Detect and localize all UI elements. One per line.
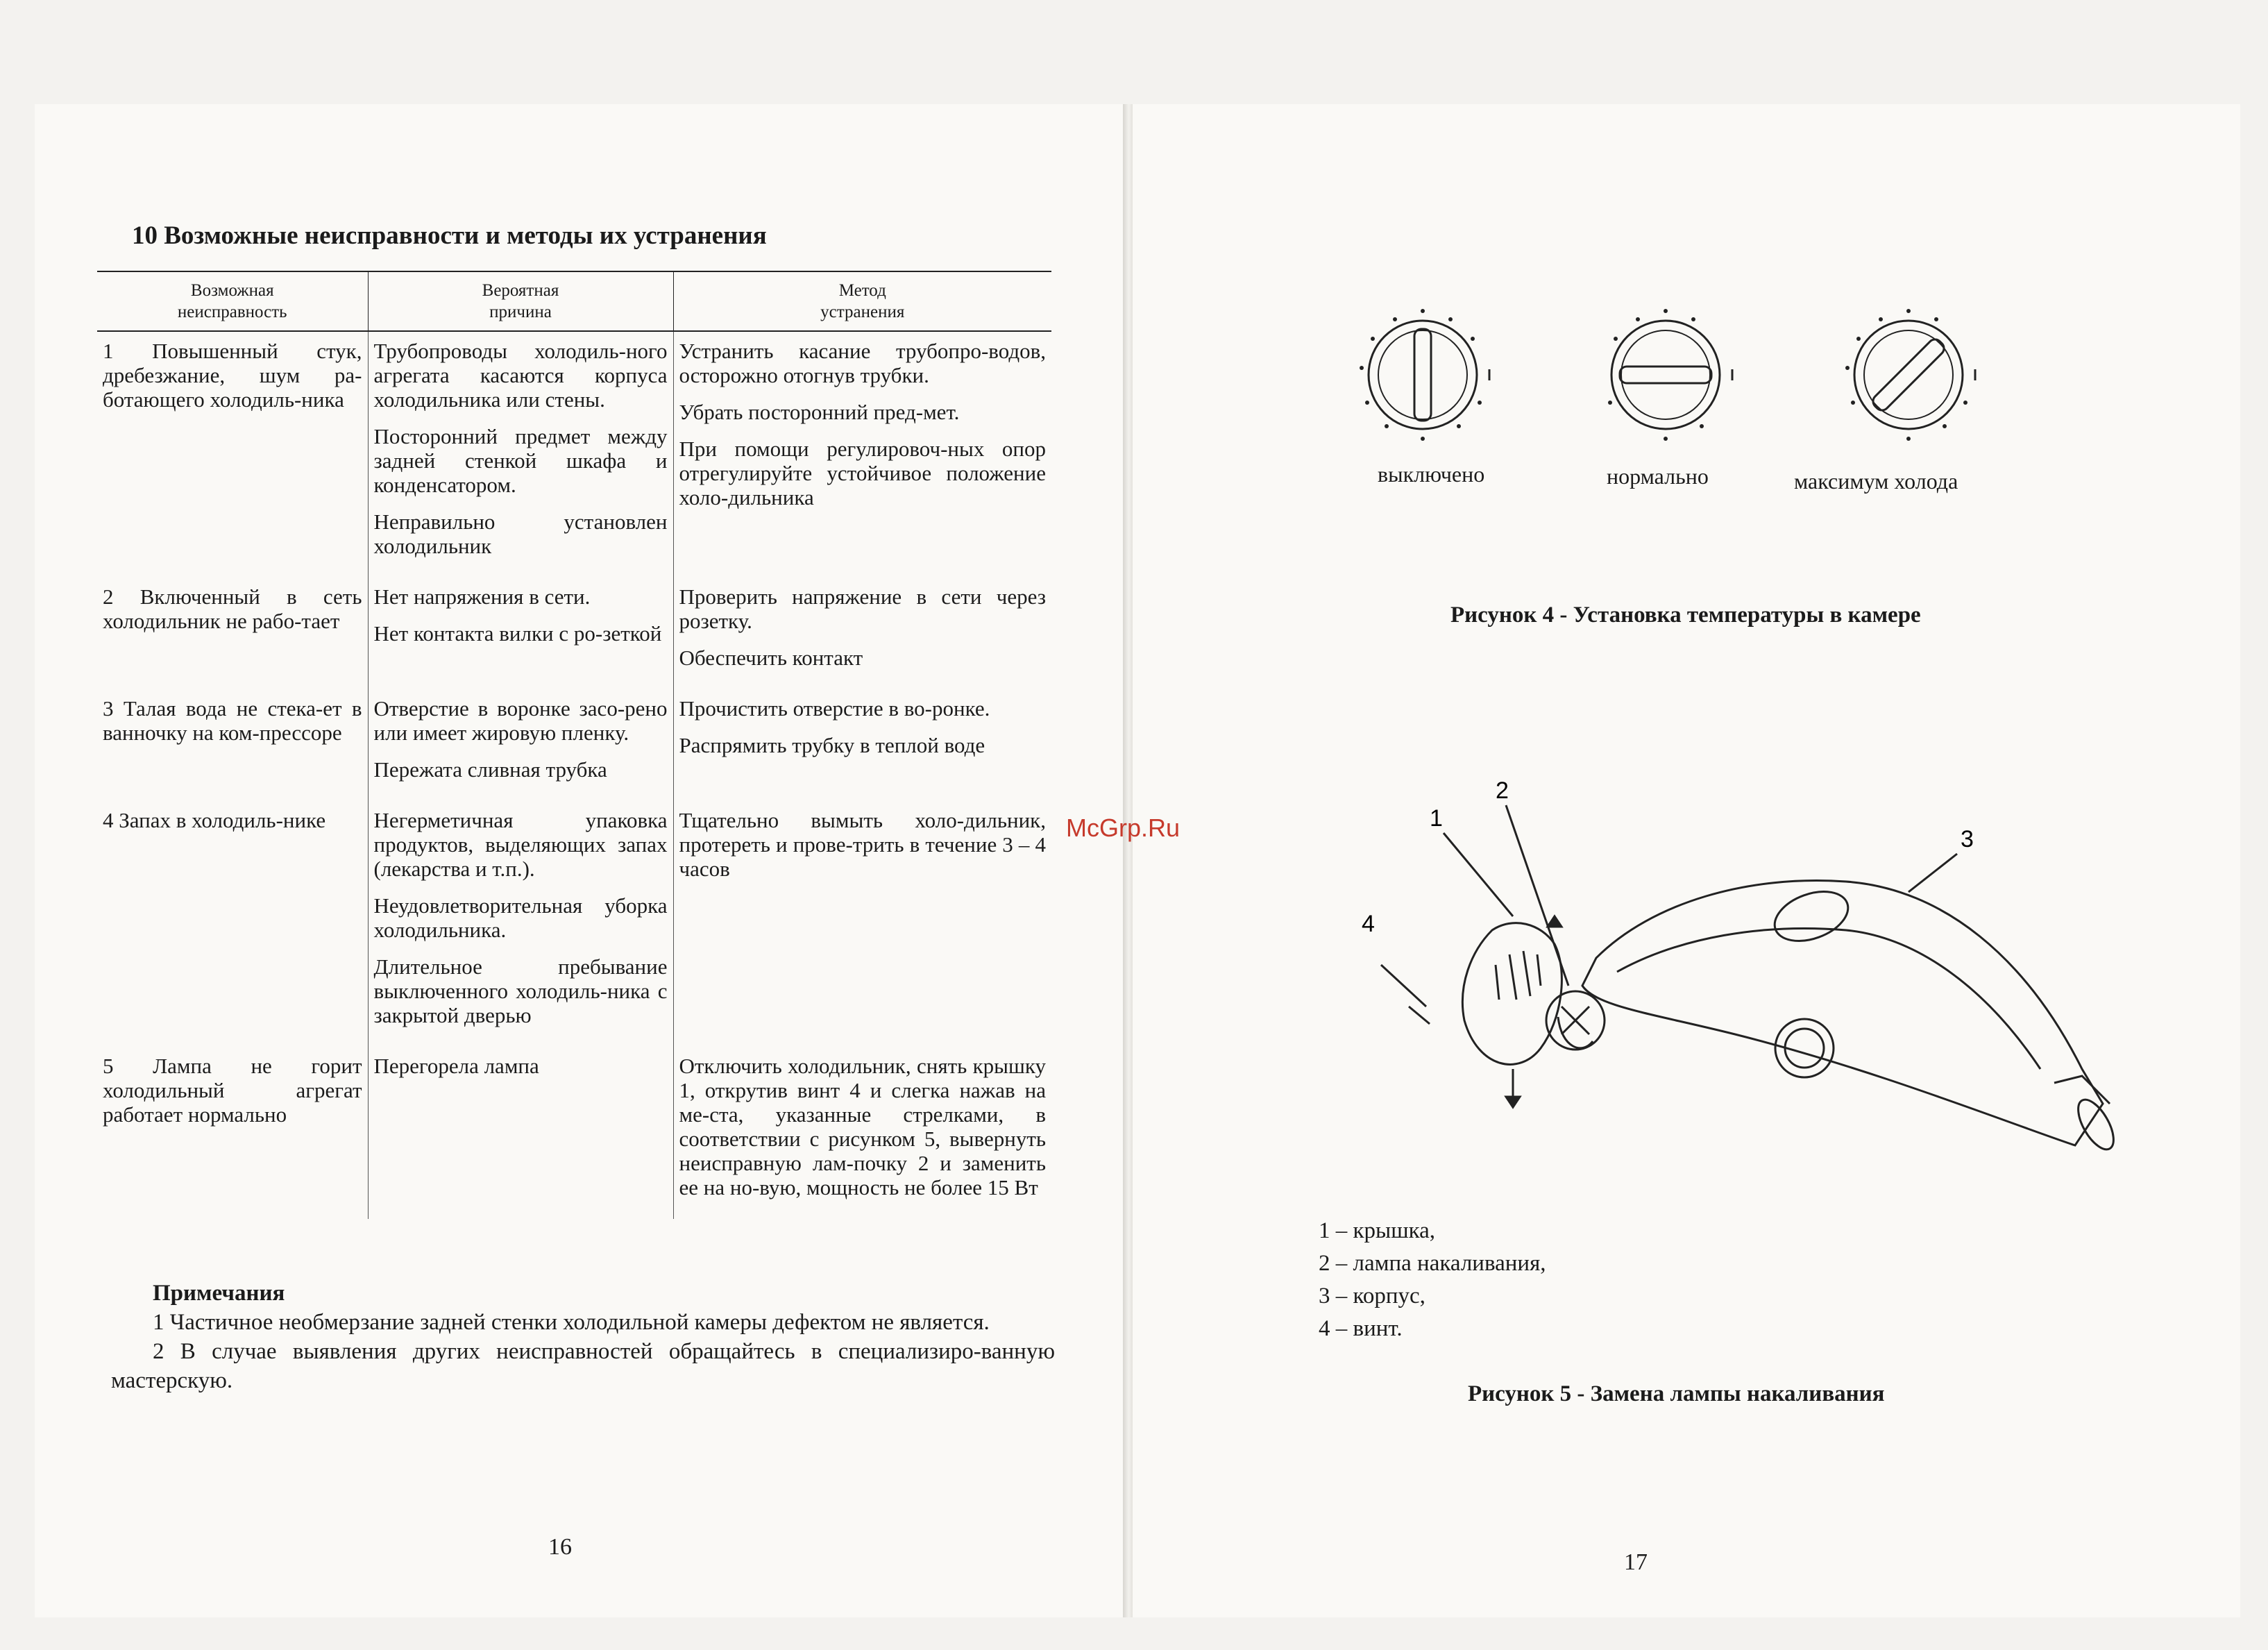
method-cell xyxy=(673,1047,1051,1219)
knob-off-icon xyxy=(1360,309,1489,441)
knob-max-icon xyxy=(1845,309,1975,441)
callout-4: 4 xyxy=(1362,911,1375,937)
callout-1: 1 xyxy=(1430,805,1443,832)
header-cause: Вероятная причина xyxy=(368,271,673,331)
cause-line: Негерметичная упаковка продуктов, выделяющих запах (лекарства и т.п.). xyxy=(373,808,668,881)
fault-cell: 5 Лампа не горит холодильный агрегат работает нормально xyxy=(103,1054,362,1127)
book-spine xyxy=(1123,104,1133,1617)
table-row xyxy=(97,578,1051,689)
callout-2: 2 xyxy=(1496,777,1509,804)
method-line: Устранить касание трубопро-водов, осторожно отогнув трубки. xyxy=(679,339,1046,387)
parts-list-item: 1 – крышка, xyxy=(1319,1218,1436,1243)
cause-cell xyxy=(368,1047,673,1219)
knob-label-max: максимум холода xyxy=(1794,469,1958,494)
header-method: Метод устранения xyxy=(673,271,1051,331)
note-item: 1 Частичное необмерзание задней стенки холодильной камеры дефектом не является. xyxy=(153,1310,990,1335)
cause-line: Длительное пребывание выключенного холодиль-ника с закрытой дверью xyxy=(373,954,668,1027)
cause-line: Посторонний предмет между задней стенкой шкафа и конденсатором. xyxy=(373,424,668,497)
notes-block xyxy=(111,1279,1055,1395)
fault-cell: 1 Повышенный стук, дребезжание, шум ра-ботающего холодиль-ника xyxy=(103,339,362,412)
knob-normal-icon xyxy=(1608,309,1732,441)
lamp-replacement-figure xyxy=(1319,777,2179,1194)
page-number-left: 16 xyxy=(548,1534,572,1560)
table-row xyxy=(97,1047,1051,1219)
cause-cell xyxy=(368,331,673,578)
method-line: Убрать посторонний пред-мет. xyxy=(679,400,960,424)
cause-line: Пережата сливная трубка xyxy=(373,757,607,782)
callout-3: 3 xyxy=(1961,826,1974,852)
table-row xyxy=(97,689,1051,801)
cause-line: Перегорела лампа xyxy=(373,1054,539,1078)
method-line: Тщательно вымыть холо-дильник, протереть и прове-трить в течение 3 – 4 часов xyxy=(679,808,1046,881)
method-line: Отключить холодильник, снять крышку 1, открутив винт 4 и слегка нажав на ме-ста, указанные стрелками, в соответствии с рисунком 5, вывернуть неисправную лам-почку 2 и заменить ее на но-вую, мощность не более 15 Вт xyxy=(679,1054,1046,1199)
parts-list xyxy=(1319,1215,1546,1345)
cause-line: Нет напряжения в сети. xyxy=(373,584,591,609)
table-row xyxy=(97,801,1051,1047)
parts-list-item: 2 – лампа накаливания, xyxy=(1319,1251,1546,1276)
cause-line: Неудовлетворительная уборка холодильника. xyxy=(373,893,668,942)
method-line: При помощи регулировоч-ных опор отрегулируйте устойчивое положение холо-дильника xyxy=(679,437,1046,510)
cause-line: Трубопроводы холодиль-ного агрегата касаются корпуса холодильника или стены. xyxy=(373,339,668,412)
method-line: Проверить напряжение в сети через розетку. xyxy=(679,584,1046,633)
fault-table xyxy=(97,271,1051,1219)
cause-line: Нет контакта вилки с ро-зеткой xyxy=(373,621,662,646)
watermark: McGrp.Ru xyxy=(1066,814,1180,842)
fault-cell: 4 Запах в холодиль-нике xyxy=(103,808,326,832)
method-cell xyxy=(673,689,1051,801)
method-line: Распрямить трубку в теплой воде xyxy=(679,733,985,757)
cause-cell xyxy=(368,689,673,801)
note-item: 2 В случае выявления других неисправностей обращайтесь в специализиро-ванную мастерскую. xyxy=(111,1339,1055,1393)
cause-cell xyxy=(368,578,673,689)
page-number-right: 17 xyxy=(1624,1549,1648,1575)
figure5-caption: Рисунок 5 - Замена лампы накаливания xyxy=(1468,1381,1885,1406)
fault-cell: 3 Талая вода не стека-ет в ванночку на ком-прессоре xyxy=(103,696,362,745)
cause-cell xyxy=(368,801,673,1047)
method-cell xyxy=(673,331,1051,578)
knob-label-off: выключено xyxy=(1378,462,1485,487)
header-fault: Возможная неисправность xyxy=(97,271,368,331)
figure4-caption: Рисунок 4 - Установка температуры в камере xyxy=(1450,603,1921,628)
cause-line: Отверстие в воронке засо-рено или имеет жировую пленку. xyxy=(373,696,668,745)
section-title: 10 Возможные неисправности и методы их устранения xyxy=(132,221,767,250)
method-line: Обеспечить контакт xyxy=(679,646,863,670)
parts-list-item: 3 – корпус, xyxy=(1319,1283,1425,1308)
knob-label-normal: нормально xyxy=(1607,464,1709,489)
method-cell xyxy=(673,578,1051,689)
method-cell xyxy=(673,801,1051,1047)
thermostat-knobs-figure xyxy=(1353,298,2047,472)
parts-list-item: 4 – винт. xyxy=(1319,1316,1403,1341)
notes-title: Примечания xyxy=(153,1281,285,1306)
method-line: Прочистить отверстие в во-ронке. xyxy=(679,696,990,721)
cause-line: Неправильно установлен холодильник xyxy=(373,510,668,558)
table-header-row xyxy=(97,271,1051,331)
table-row xyxy=(97,331,1051,578)
fault-cell: 2 Включенный в сеть холодильник не рабо-тает xyxy=(103,584,362,633)
